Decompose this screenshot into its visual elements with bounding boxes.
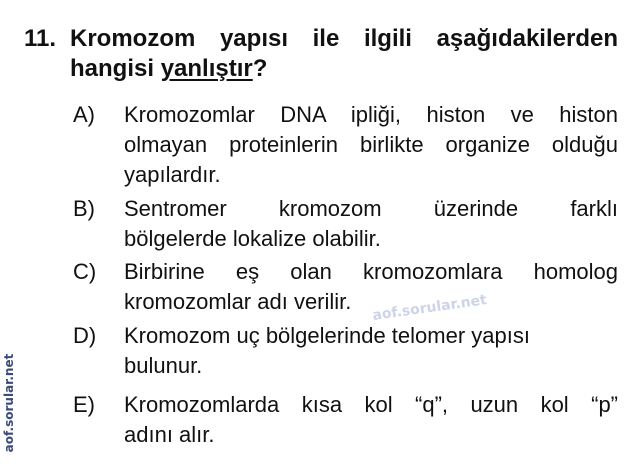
question-text-line-2 [70, 54, 618, 84]
option-d-line-2: bulunur. [124, 353, 203, 378]
option-c-line-2: kromozomlar adı verilir. [124, 289, 352, 314]
option-text-d[interactable] [124, 321, 618, 381]
option-e-line-1: Kromozomlarda kısa kol “q”, uzun kol “p” [124, 392, 618, 417]
question-mark: ? [252, 55, 268, 82]
option-letter-b[interactable]: B) [73, 196, 95, 221]
question-keyword: yanlıştır [160, 55, 253, 82]
side-watermark: aof.sorular.net [2, 353, 16, 453]
option-text-a[interactable] [124, 100, 618, 190]
center-watermark: aof.sorular.net [371, 292, 488, 324]
option-a-line-3: yapılardır. [124, 162, 221, 187]
option-letter-c[interactable]: C) [73, 259, 97, 284]
question-stem [70, 24, 618, 84]
option-d-line-1: Kromozom uç bölgelerinde telomer yapısı [124, 323, 530, 348]
question-text-prefix: hangisi [70, 55, 161, 82]
option-b-line-1: Sentromer kromozom üzerinde farklı [124, 196, 618, 221]
option-a-line-1: Kromozomlar DNA ipliği, histon ve histon [124, 102, 618, 127]
question-number: 11. [24, 25, 57, 52]
option-a-line-2: olmayan proteinlerin birlikte organize olduğu [124, 132, 618, 157]
option-letter-a[interactable]: A) [73, 102, 95, 127]
option-letter-e[interactable]: E) [73, 392, 95, 417]
option-text-b[interactable] [124, 194, 618, 254]
question-text-line-1: Kromozom yapısı ile ilgili aşağıdakilerden [70, 25, 618, 52]
option-text-e[interactable] [124, 390, 618, 450]
option-e-line-2: adını alır. [124, 422, 215, 447]
option-b-line-2: bölgelerde lokalize olabilir. [124, 226, 381, 251]
option-letter-d[interactable]: D) [73, 323, 97, 348]
option-c-line-1: Birbirine eş olan kromozomlara homolog [124, 259, 618, 284]
